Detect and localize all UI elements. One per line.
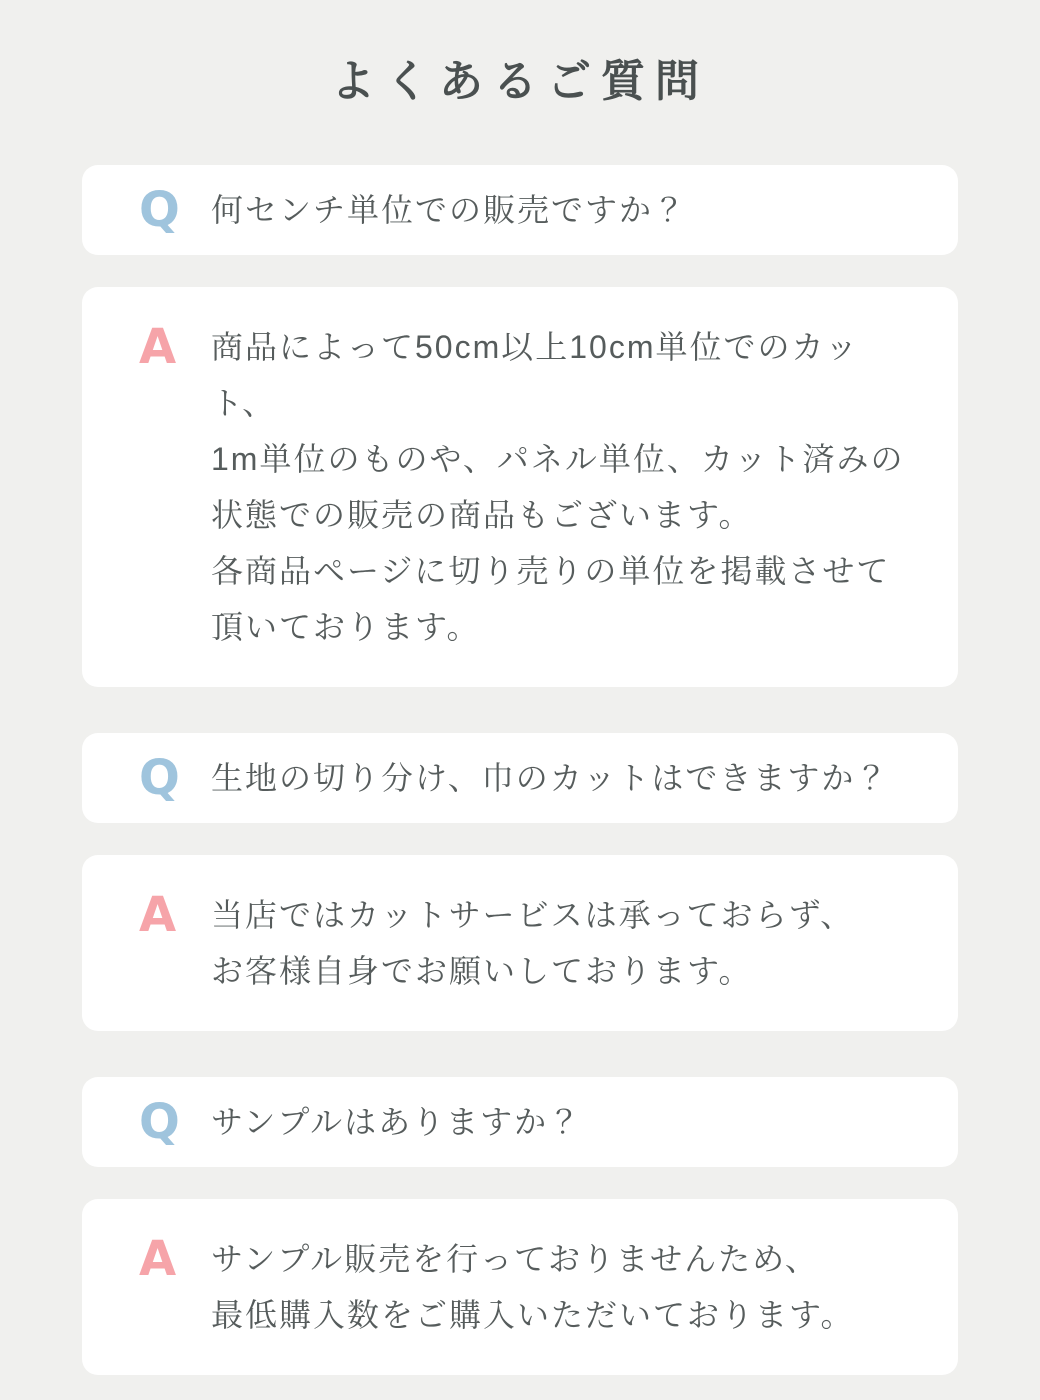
answer-line: 当店ではカットサービスは承っておらず、 [211, 896, 855, 933]
q-letter: Q [139, 181, 180, 238]
a-letter: A [139, 1230, 177, 1287]
answer-text [211, 1231, 854, 1343]
answer-line: 頂いております。 [211, 608, 481, 645]
answer-text [211, 887, 854, 999]
answer-line: サンプル販売を行っておりませんため、 [211, 1240, 819, 1277]
answer-text [211, 319, 912, 655]
a-letter: A [139, 886, 177, 943]
faq-item [82, 1077, 958, 1375]
answer-card [82, 855, 958, 1031]
question-card [82, 1077, 958, 1167]
question-text: 生地の切り分け、巾のカットはできますか？ [211, 759, 890, 796]
faq-list [0, 165, 1040, 1375]
page-title: よくあるご質問 [331, 57, 709, 106]
a-letter: A [139, 318, 177, 375]
faq-item [82, 165, 958, 687]
question-text: サンプルはありますか？ [211, 1103, 583, 1140]
answer-line: 商品によって50cm以上10cm単位でのカット、 [211, 328, 860, 421]
answer-card [82, 287, 958, 687]
q-letter: Q [139, 749, 180, 806]
q-letter: Q [139, 1093, 180, 1150]
answer-card [82, 1199, 958, 1375]
answer-line: 各商品ページに切り売りの単位を掲載させて [211, 552, 891, 589]
faq-item [82, 733, 958, 1031]
question-card [82, 165, 958, 255]
answer-line: 状態での販売の商品もございます。 [211, 496, 753, 533]
answer-line: 最低購入数をご購入いただいております。 [211, 1296, 855, 1333]
question-text: 何センチ単位での販売ですか？ [211, 191, 688, 228]
question-card [82, 733, 958, 823]
answer-line: お客様自身でお願いしております。 [211, 952, 753, 989]
answer-line: 1m単位のものや、パネル単位、カット済みの [211, 440, 905, 477]
